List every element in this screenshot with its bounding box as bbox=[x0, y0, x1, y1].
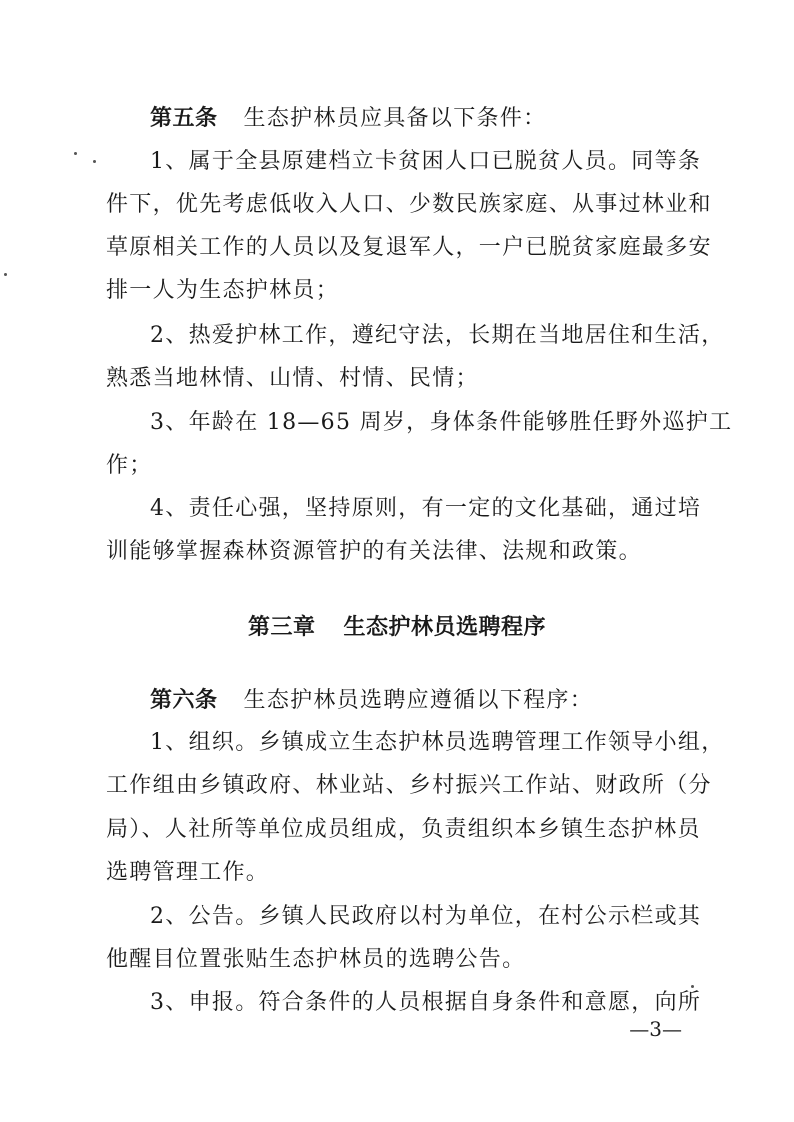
article6-label: 第六条 bbox=[150, 687, 218, 713]
article6-line-4: 选聘管理工作。 bbox=[106, 860, 270, 885]
article6-line-3: 局）、人社所等单位成员组成，负责组织本乡镇生态护林员 bbox=[106, 817, 701, 842]
article5-line-4: 排一人为生态护林员； bbox=[106, 278, 340, 303]
article6-line-1: 1、组织。乡镇成立生态护林员选聘管理工作领导小组， bbox=[150, 730, 725, 755]
chapter-number: 第三章 bbox=[247, 614, 316, 640]
article5-line-8: 作； bbox=[106, 453, 153, 478]
scan-speck bbox=[691, 985, 694, 988]
article6-line-6: 他醒目位置张贴生态护林员的选聘公告。 bbox=[106, 947, 526, 972]
page-number: —3— bbox=[629, 1017, 682, 1041]
article6-line-2: 工作组由乡镇政府、林业站、乡村振兴工作站、财政所（分 bbox=[106, 773, 712, 798]
article5-line-9: 4、责任心强，坚持原则，有一定的文化基础，通过培 bbox=[150, 496, 702, 521]
article5-line-3: 草原相关工作的人员以及复退军人，一户已脱贫家庭最多安 bbox=[106, 235, 712, 260]
article6-heading bbox=[150, 685, 593, 716]
chapter-title: 生态护林员选聘程序 bbox=[343, 614, 547, 640]
article5-line-2: 件下，优先考虑低收入人口、少数民族家庭、从事过林业和 bbox=[106, 192, 712, 217]
article5-title: 生态护林员应具备以下条件： bbox=[243, 106, 547, 131]
scan-speck bbox=[74, 152, 77, 155]
article5-heading bbox=[150, 103, 546, 134]
article6-title: 生态护林员选聘应遵循以下程序： bbox=[243, 688, 594, 713]
scan-speck bbox=[93, 160, 96, 163]
article5-line-1: 1、属于全县原建档立卡贫困人口已脱贫人员。同等条 bbox=[150, 149, 702, 174]
scan-speck bbox=[4, 273, 7, 276]
article5-line-6: 熟悉当地林情、山情、村情、民情； bbox=[106, 366, 479, 391]
article5-line-7: 3、年龄在 18—65 周岁，身体条件能够胜任野外巡护工 bbox=[150, 410, 733, 435]
article6-line-7: 3、申报。符合条件的人员根据自身条件和意愿，向所 bbox=[150, 990, 702, 1015]
article5-line-5: 2、热爱护林工作，遵纪守法，长期在当地居住和生活， bbox=[150, 323, 725, 348]
article5-label: 第五条 bbox=[150, 105, 218, 131]
article6-line-5: 2、公告。乡镇人民政府以村为单位，在村公示栏或其 bbox=[150, 904, 702, 929]
article5-line-10: 训能够掌握森林资源管护的有关法律、法规和政策。 bbox=[106, 539, 642, 564]
chapter-heading bbox=[0, 612, 794, 642]
